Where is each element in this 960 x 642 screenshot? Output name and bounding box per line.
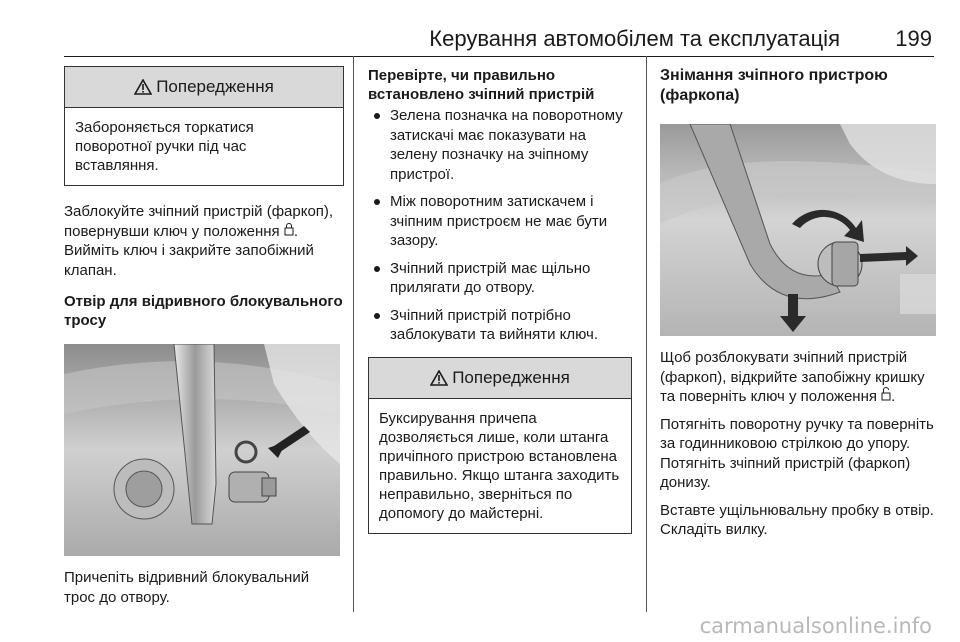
warning-box: [368, 357, 632, 534]
warning-triangle-icon: [430, 370, 448, 386]
warning-title: Попередження: [452, 367, 570, 387]
warning-triangle-icon: [134, 79, 152, 95]
warning-text: Забороняється торкатися поворотної ручки під час вставляння.: [75, 119, 254, 174]
warning-text: Буксирування причепа дозволяється лише, коли штанга причіпного пристрою встановлена правильно. Якщо штанга заходить неправильно, зверніться по допомогу до майстерні.: [379, 409, 620, 522]
column-2: [368, 56, 632, 534]
paragraph-lock-text: Заблокуйте зчіпний пристрій (фаркоп), повернувши ключ у положення: [64, 203, 334, 240]
paragraph-unlock-tail: .: [891, 388, 896, 405]
header-title: Керування автомобілем та експлуатація: [429, 26, 840, 51]
list-item: Зчіпний пристрій потрібно заблокувати та вийняти ключ.: [368, 306, 632, 345]
column-1: [64, 56, 344, 607]
paragraph-plug: Вставте ущільнювальну пробку в отвір. Складіть вилку.: [660, 501, 934, 538]
warning-header: [65, 67, 343, 108]
paragraph-cable: Причепіть відривний блокувальний трос до отвору.: [64, 569, 310, 606]
column-divider: [646, 56, 647, 612]
watermark: carmanualsonline.info: [699, 614, 932, 638]
warning-header: [369, 358, 631, 399]
warning-box: [64, 66, 344, 186]
column-divider: [353, 56, 354, 612]
figure-cable-hole: [64, 344, 340, 556]
check-list: [368, 106, 632, 345]
check-heading: Перевірте, чи правильно встановлено зчіпний пристрій: [368, 67, 595, 103]
paragraph-lock: [64, 202, 344, 280]
list-item: Зелена позначка на поворотному затискачі має показувати на зелену позначку на зчіпному пристрої.: [368, 106, 632, 184]
lock-open-icon: [881, 388, 891, 404]
page-header: [0, 0, 960, 56]
lock-closed-icon: [284, 223, 294, 239]
list-item: Зчіпний пристрій має щільно прилягати до отвору.: [368, 259, 632, 298]
paragraph-unlock: [660, 348, 936, 407]
paragraph-unlock-text: Щоб розблокувати зчіпний пристрій (фаркоп), відкрийте запобіжну кришку та поверніть ключ у положення: [660, 349, 925, 405]
page-number: 199: [895, 26, 932, 51]
paragraph-lock-tail: . Вийміть ключ і закрийте запобіжний клапан.: [64, 222, 314, 279]
paragraph-pull: Потягніть поворотну ручку та поверніть за годинниковою стрілкою до упору. Потягніть зчіпний пристрій (фаркоп) донизу.: [660, 415, 934, 491]
list-item: Між поворотним затискачем і зчіпним пристроєм не має бути зазору.: [368, 192, 632, 251]
warning-title: Попередження: [156, 77, 274, 96]
subheading-cable-hole: Отвір для відривного блокувального тросу: [64, 293, 343, 329]
column-3: [660, 56, 936, 540]
figure-removal: [660, 124, 936, 336]
removal-heading: Знімання зчіпного пристрою (фаркопа): [660, 67, 888, 104]
